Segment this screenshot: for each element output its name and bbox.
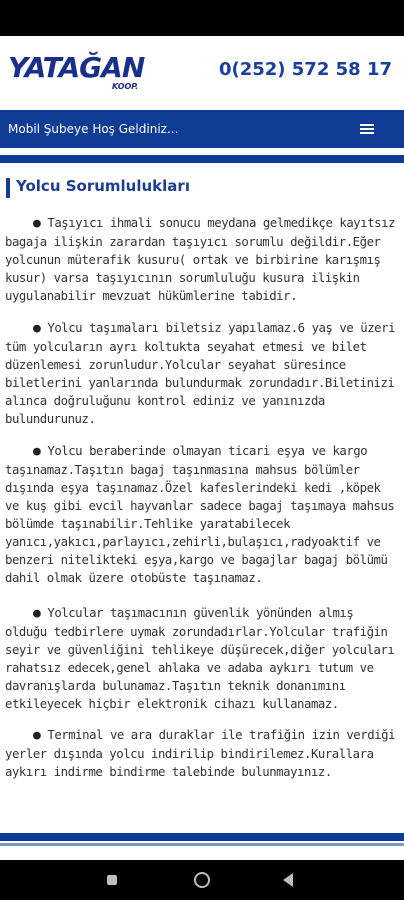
bullet-icon: ● [33,606,41,621]
navbar-underline [0,155,404,163]
title-accent-bar [6,178,10,198]
phone-number[interactable]: 0(252) 572 58 17 [218,59,392,80]
logo-text: YATAĞAN [8,51,145,84]
logo[interactable] [8,50,158,94]
recent-apps-icon[interactable] [107,875,117,885]
paragraph-text: Yolcu taşımaları biletsiz yapılamaz.6 yaş ve üzeri tüm yolcuların ayrı koltukta seyahat etmesi ve bilet düzenlemesi zorunludur.Yolcular seyahat süresince biletlerini yanlarında bulundurmak zorundadır.Biletinizi alınca doğruluğunu kontrol ediniz ve yanınızda bulundurunuz. [5,321,396,426]
responsibility-paragraph [5,214,398,305]
footer-bar [0,833,404,841]
bullet-icon: ● [33,728,41,743]
navbar [0,110,404,148]
responsibility-paragraph [5,442,398,587]
system-navigation-bar [0,860,404,900]
responsibility-paragraph [5,726,398,781]
logo-subtext: KOOP. [112,82,139,91]
hamburger-menu-icon[interactable] [356,121,380,137]
menu-bar [360,124,374,126]
home-icon[interactable] [194,872,210,888]
header [0,36,404,106]
paragraph-text: Terminal ve ara duraklar ile trafiğin izin verdiği yerler dışında yolcu indirilip bindirilemez.Kurallara aykırı indirme bindirme talebinde bulunmayınız. [5,728,396,779]
responsibility-paragraph [5,319,398,428]
back-icon[interactable] [283,873,293,887]
bullet-icon: ● [33,216,41,231]
paragraph-text: Taşıyıcı ihmali sonucu meydana gelmedikçe kayıtsız bagaja ilişkin zarardan taşıyıcı sorumlu değildir.Eğer yolcunun müterafik kusuru( ortak ve birbirine karışmış kusur) varsa taşıyıcının sorumluluğu kusura ilişkin uygulanabilir mevzuat hükümlerine tabidir. [5,216,396,303]
status-bar [0,0,404,36]
paragraph-text: Yolcular taşımacının güvenlik yönünden almış olduğu tedbirlere uymak zorundadırlar.Yolcular trafiğin seyir ve güvenliğini tehlikeye düşürecek,diğer yolcuları rahatsız edecek,genel ahlaka ve adaba aykırı tutum ve davranışlarda bulunamaz.Taşıtın teknik donanımını etkileyecek hiçbir elektronik cihazı kullanamaz. [5,606,395,711]
welcome-text: Mobil Şubeye Hoş Geldiniz... [8,122,179,136]
page-title: Yolcu Sorumlulukları [16,177,190,195]
bullet-icon: ● [33,444,41,459]
footer-line [0,843,404,846]
menu-bar [360,128,374,130]
bullet-icon: ● [33,321,41,336]
paragraph-text: Yolcu beraberinde olmayan ticari eşya ve kargo taşınamaz.Taşıtın bagaj taşınmasına mahsus bölümler dışında eşya taşınamaz.Özel kafeslerindeki kedi ,köpek ve kuş gibi evcil hayvanlar sadece bagaj taşımaya mahsus bölümde taşınabilir.Tehlike yaratabilecek yanıcı,yakıcı,parlayıcı,zehirli,bulaşıcı,radyoaktif ve benzeri nitelikteki eşya,kargo ve bagajlar bagaj bölümü dahil olmak üzere otobüste taşınamaz. [5,444,395,585]
main-content [0,164,404,824]
responsibility-paragraph [5,604,398,713]
menu-bar [360,132,374,134]
